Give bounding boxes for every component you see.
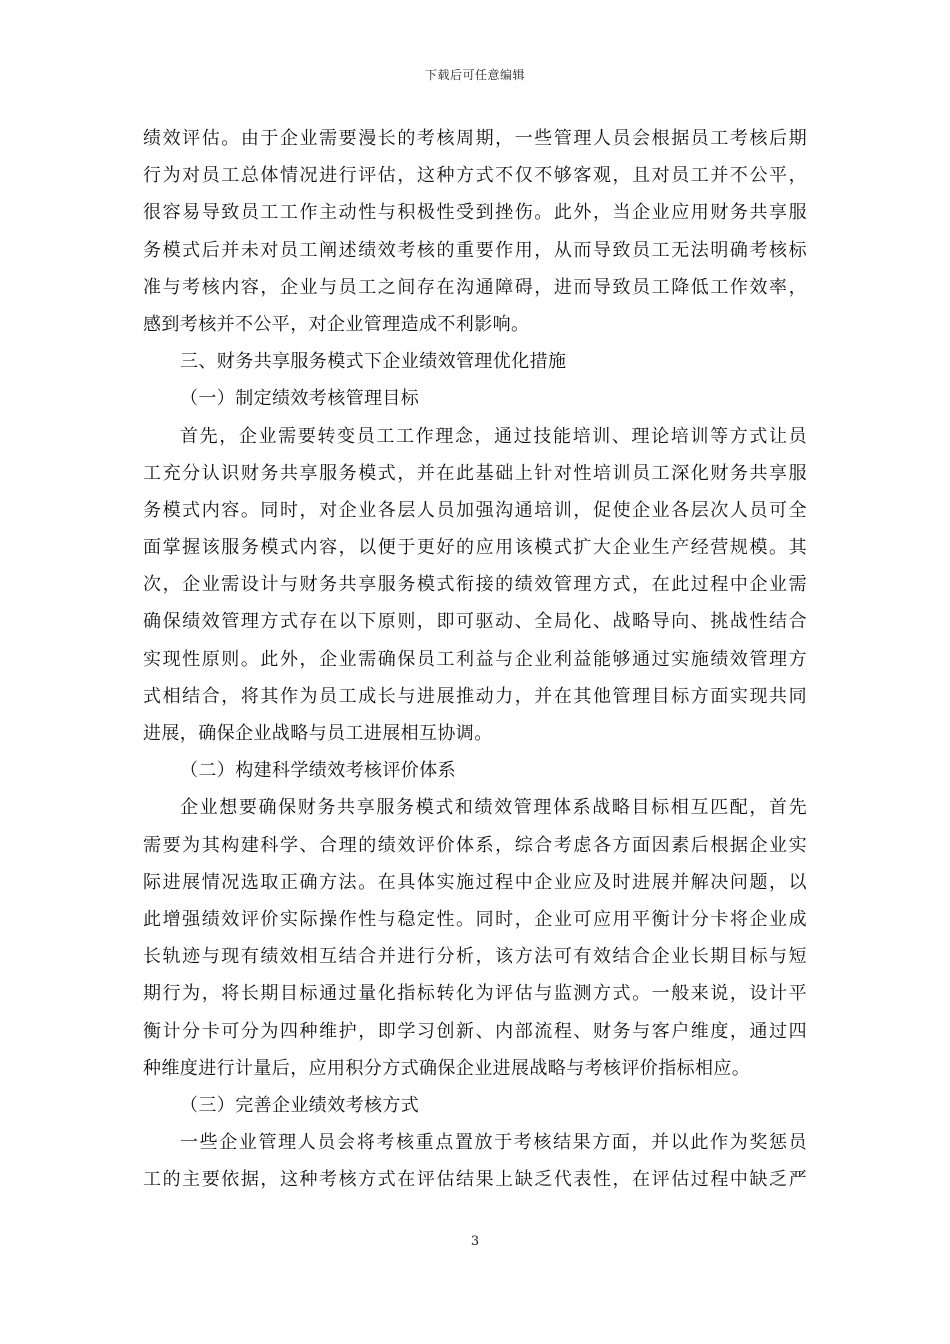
section-subheading: （三）完善企业绩效考核方式 <box>180 1094 420 1116</box>
text-line: 长轨迹与现有绩效相互结合并进行分析，该方法可有效结合企业长期目标与短 <box>143 946 807 968</box>
text-line: 际进展情况选取正确方法。在具体实施过程中企业应及时进展并解决问题，以 <box>143 871 807 893</box>
text-line: 次，企业需设计与财务共享服务模式衔接的绩效管理方式，在此过程中企业需 <box>143 574 807 596</box>
text-line: 一些企业管理人员会将考核重点置放于考核结果方面，并以此作为奖惩员 <box>180 1132 807 1154</box>
section-subheading: （一）制定绩效考核管理目标 <box>180 388 420 410</box>
section-heading: 三、财务共享服务模式下企业绩效管理优化措施 <box>180 351 567 373</box>
text-line: 绩效评估。由于企业需要漫长的考核周期，一些管理人员会根据员工考核后期 <box>143 128 807 149</box>
text-line: 工充分认识财务共享服务模式，并在此基础上针对性培训员工深化财务共享服 <box>143 462 807 484</box>
page-header: 下载后可任意编辑 <box>424 68 525 82</box>
text-line: 期行为，将长期目标通过量化指标转化为评估与监测方式。一般来说，设计平 <box>143 983 807 1005</box>
text-line: 进展，确保企业战略与员工进展相互协调。 <box>143 723 493 744</box>
text-line: 务模式后并未对员工阐述绩效考核的重要作用，从而导致员工无法明确考核标 <box>143 239 807 261</box>
text-line: 行为对员工总体情况进行评估，这种方式不仅不够客观，且对员工并不公平， <box>143 165 807 187</box>
document-body <box>143 120 807 1198</box>
text-line: 企业想要确保财务共享服务模式和绩效管理体系战略目标相互匹配，首先 <box>180 797 807 819</box>
text-line: 实现性原则。此外，企业需确保员工利益与企业利益能够通过实施绩效管理方 <box>143 648 807 670</box>
text-line: 首先，企业需要转变员工工作理念，通过技能培训、理论培训等方式让员 <box>180 425 807 447</box>
text-line: 准与考核内容，企业与员工之间存在沟通障碍，进而导致员工降低工作效率， <box>143 276 807 298</box>
text-line: 衡计分卡可分为四种维护，即学习创新、内部流程、财务与客户维度，通过四 <box>143 1020 807 1042</box>
section-subheading: （二）构建科学绩效考核评价体系 <box>180 760 456 782</box>
text-line: 确保绩效管理方式存在以下原则，即可驱动、全局化、战略导向、挑战性结合 <box>143 611 807 633</box>
text-line: 感到考核并不公平，对企业管理造成不利影响。 <box>143 313 530 335</box>
text-line: 面掌握该服务模式内容，以便于更好的应用该模式扩大企业生产经营规模。其 <box>143 537 807 559</box>
text-line: 务模式内容。同时，对企业各层人员加强沟通培训，促使企业各层次人员可全 <box>143 499 807 521</box>
text-line: 需要为其构建科学、合理的绩效评价体系，综合考虑各方面因素后根据企业实 <box>143 834 807 856</box>
text-line: 工的主要依据，这种考核方式在评估结果上缺乏代表性，在评估过程中缺乏严 <box>143 1169 807 1191</box>
text-line: 很容易导致员工工作主动性与积极性受到挫伤。此外，当企业应用财务共享服 <box>143 202 807 224</box>
text-line: 式相结合，将其作为员工成长与进展推动力，并在其他管理目标方面实现共同 <box>143 685 807 707</box>
text-line: 种维度进行计量后，应用积分方式确保企业进展战略与考核评价指标相应。 <box>143 1057 751 1079</box>
page-number: 3 <box>470 1234 480 1249</box>
text-line: 此增强绩效评价实际操作性与稳定性。同时，企业可应用平衡计分卡将企业成 <box>143 908 807 930</box>
